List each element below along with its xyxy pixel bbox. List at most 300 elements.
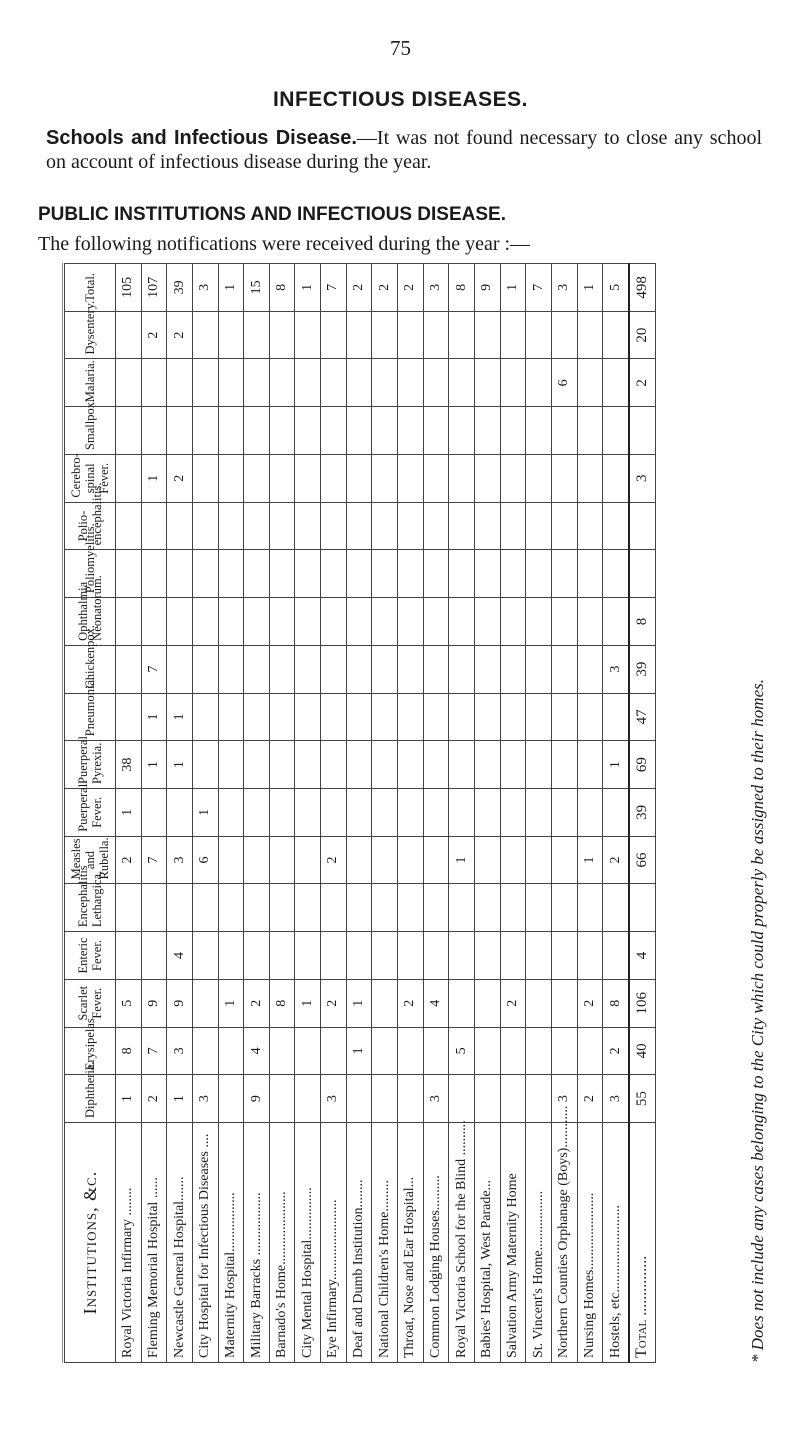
table-cell xyxy=(500,884,526,932)
table-row xyxy=(295,264,321,1363)
total-cell xyxy=(629,550,656,598)
table-cell xyxy=(526,645,552,693)
table-cell xyxy=(423,550,449,598)
table-cell xyxy=(346,454,372,502)
table-cell: 1 xyxy=(577,836,603,884)
table-cell: 9 xyxy=(167,979,193,1027)
table-cell xyxy=(474,359,500,407)
column-header: Enteric Fever. xyxy=(65,932,116,980)
table-cell: 38 xyxy=(116,741,142,789)
institution-name: City Mental Hospital............... xyxy=(295,1123,321,1363)
table-cell: 2 xyxy=(603,1027,629,1075)
table-cell: 5 xyxy=(449,1027,475,1075)
column-header: Measles and Rubella. xyxy=(65,836,116,884)
table-cell xyxy=(577,598,603,646)
total-cell: 20 xyxy=(629,311,656,359)
table-cell xyxy=(372,454,398,502)
table-cell xyxy=(526,932,552,980)
table-cell xyxy=(141,932,167,980)
table-row xyxy=(551,264,577,1363)
table-cell xyxy=(116,550,142,598)
table-row xyxy=(116,264,142,1363)
table-cell xyxy=(500,645,526,693)
table-cell xyxy=(295,598,321,646)
table-cell xyxy=(218,407,244,455)
table-cell xyxy=(346,693,372,741)
table-cell xyxy=(449,884,475,932)
table-cell xyxy=(449,598,475,646)
table-cell xyxy=(423,311,449,359)
column-header: Diphtheria. xyxy=(65,1075,116,1123)
table-cell xyxy=(321,884,347,932)
table-cell xyxy=(398,1027,424,1075)
table-cell xyxy=(474,741,500,789)
table-cell xyxy=(526,407,552,455)
table-row xyxy=(244,264,270,1363)
table-cell: 1 xyxy=(346,1027,372,1075)
table-cell xyxy=(192,1027,218,1075)
table-intro: The following notifications were received during the year :— xyxy=(38,233,531,255)
institution-name: Deaf and Dumb Institution........ xyxy=(346,1123,372,1363)
table-cell xyxy=(269,359,295,407)
table-cell xyxy=(474,836,500,884)
table-cell xyxy=(398,359,424,407)
table-cell xyxy=(577,693,603,741)
table-cell: 5 xyxy=(603,264,629,312)
table-cell xyxy=(500,1075,526,1123)
table-cell xyxy=(551,598,577,646)
table-cell xyxy=(269,693,295,741)
table-cell xyxy=(346,550,372,598)
table-cell xyxy=(192,502,218,550)
column-header: Polio-encephalitis. xyxy=(65,502,116,550)
table-cell xyxy=(449,407,475,455)
table-cell xyxy=(551,741,577,789)
table-cell xyxy=(116,645,142,693)
table-cell xyxy=(551,836,577,884)
table-cell xyxy=(295,1075,321,1123)
table-cell xyxy=(398,502,424,550)
table-cell xyxy=(500,502,526,550)
table-cell xyxy=(218,311,244,359)
institution-name: Hostels, etc......................... xyxy=(603,1123,629,1363)
table-cell xyxy=(526,550,552,598)
total-row xyxy=(629,264,656,1363)
table-cell xyxy=(192,741,218,789)
table-cell xyxy=(398,932,424,980)
table-cell xyxy=(449,979,475,1027)
institution-name: Babies' Hospital, West Parade... xyxy=(474,1123,500,1363)
table-cell: 1 xyxy=(577,264,603,312)
table-cell xyxy=(372,979,398,1027)
table-cell xyxy=(244,693,270,741)
table-cell xyxy=(372,502,398,550)
table-cell xyxy=(526,788,552,836)
table-cell xyxy=(167,788,193,836)
table-cell xyxy=(551,454,577,502)
institution-name: Salvation Army Maternity Home xyxy=(500,1123,526,1363)
table-cell xyxy=(423,741,449,789)
table-cell xyxy=(474,454,500,502)
table-cell xyxy=(192,645,218,693)
column-header: Pneumonia. xyxy=(65,693,116,741)
table-cell xyxy=(372,836,398,884)
table-cell xyxy=(500,932,526,980)
table-cell xyxy=(321,311,347,359)
table-cell: 3 xyxy=(603,645,629,693)
table-cell: 1 xyxy=(141,454,167,502)
schools-title: Schools and Infectious Disease. xyxy=(46,127,357,149)
table-cell: 1 xyxy=(167,1075,193,1123)
table-cell xyxy=(192,311,218,359)
total-cell xyxy=(629,502,656,550)
table-cell xyxy=(526,1027,552,1075)
table-cell: 3 xyxy=(423,1075,449,1123)
table-cell xyxy=(192,407,218,455)
footnote: * Does not include any cases belonging to the City which could properly be assigned to their homes. xyxy=(748,679,767,1363)
table-cell: 1 xyxy=(500,264,526,312)
table-cell xyxy=(321,550,347,598)
table-row xyxy=(577,264,603,1363)
notifications-table xyxy=(64,263,656,1363)
table-cell xyxy=(474,693,500,741)
table-cell xyxy=(500,407,526,455)
table-cell xyxy=(577,454,603,502)
table-cell xyxy=(218,788,244,836)
institution-name: Nursing Homes...................... xyxy=(577,1123,603,1363)
table-cell: 3 xyxy=(603,1075,629,1123)
table-cell xyxy=(218,1027,244,1075)
schools-paragraph xyxy=(46,126,762,174)
table-cell: 3 xyxy=(321,1075,347,1123)
table-cell xyxy=(449,502,475,550)
table-cell xyxy=(295,359,321,407)
table-cell xyxy=(218,454,244,502)
table-cell: 2 xyxy=(141,1075,167,1123)
table-cell xyxy=(474,311,500,359)
table-cell: 1 xyxy=(116,1075,142,1123)
table-cell xyxy=(474,502,500,550)
table-cell xyxy=(526,979,552,1027)
table-cell xyxy=(116,502,142,550)
institution-name: Common Lodging Houses.......... xyxy=(423,1123,449,1363)
table-cell: 2 xyxy=(398,979,424,1027)
table-cell xyxy=(346,884,372,932)
table-cell xyxy=(269,550,295,598)
table-cell xyxy=(398,407,424,455)
table-row xyxy=(474,264,500,1363)
table-cell xyxy=(167,502,193,550)
total-cell: 55 xyxy=(629,1075,656,1123)
table-cell xyxy=(295,311,321,359)
table-cell xyxy=(474,407,500,455)
table-cell xyxy=(167,645,193,693)
table-cell xyxy=(500,693,526,741)
table-cell xyxy=(141,550,167,598)
table-cell xyxy=(346,788,372,836)
table-cell xyxy=(372,359,398,407)
table-cell xyxy=(500,550,526,598)
institution-name: Royal Victoria Infirmary ........ xyxy=(116,1123,142,1363)
table-cell xyxy=(321,741,347,789)
table-cell xyxy=(269,1027,295,1075)
table-cell xyxy=(577,550,603,598)
table-cell xyxy=(526,359,552,407)
table-cell xyxy=(269,311,295,359)
table-cell xyxy=(167,884,193,932)
table-cell xyxy=(244,502,270,550)
table-cell xyxy=(218,502,244,550)
table-cell: 1 xyxy=(192,788,218,836)
table-cell xyxy=(449,454,475,502)
table-cell xyxy=(603,693,629,741)
table-cell: 3 xyxy=(551,1075,577,1123)
table-cell xyxy=(398,884,424,932)
column-header: Puerperal Fever. xyxy=(65,788,116,836)
table-cell: 2 xyxy=(577,1075,603,1123)
table-cell xyxy=(321,359,347,407)
table-cell xyxy=(423,836,449,884)
table-cell xyxy=(474,884,500,932)
table-row xyxy=(218,264,244,1363)
table-row xyxy=(500,264,526,1363)
table-cell xyxy=(449,932,475,980)
table-cell xyxy=(423,598,449,646)
table-cell xyxy=(167,359,193,407)
schools-text: —It was not found necessary to close any school on account of infectious disease during the year. xyxy=(46,127,762,173)
table-cell: 2 xyxy=(244,979,270,1027)
table-cell xyxy=(346,741,372,789)
table-cell xyxy=(141,359,167,407)
table-cell xyxy=(526,311,552,359)
table-cell xyxy=(269,598,295,646)
institution-name: St. Vincent's Home................. xyxy=(526,1123,552,1363)
table-cell xyxy=(244,741,270,789)
table-cell xyxy=(244,359,270,407)
table-cell: 3 xyxy=(167,836,193,884)
table-cell xyxy=(167,550,193,598)
table-cell xyxy=(577,788,603,836)
table-cell: 39 xyxy=(167,264,193,312)
table-cell: 1 xyxy=(449,836,475,884)
table-cell xyxy=(192,598,218,646)
table-cell xyxy=(577,884,603,932)
table-left-rule xyxy=(62,263,63,1363)
table-cell xyxy=(577,359,603,407)
table-row xyxy=(141,264,167,1363)
table-cell xyxy=(423,407,449,455)
table-cell: 2 xyxy=(167,311,193,359)
page-number: 75 xyxy=(390,36,411,60)
table-cell xyxy=(372,788,398,836)
public-institutions-heading: PUBLIC INSTITUTIONS AND INFECTIOUS DISEASE. xyxy=(38,204,506,225)
table-cell xyxy=(295,741,321,789)
table-cell xyxy=(449,550,475,598)
table-cell: 1 xyxy=(141,693,167,741)
table-cell xyxy=(526,693,552,741)
institution-name: Newcastle General Hospital....... xyxy=(167,1123,193,1363)
table-cell xyxy=(116,407,142,455)
table-cell xyxy=(295,407,321,455)
table-cell xyxy=(423,359,449,407)
table-cell xyxy=(423,788,449,836)
table-cell xyxy=(244,598,270,646)
table-cell: 2 xyxy=(500,979,526,1027)
table-cell xyxy=(244,788,270,836)
table-cell xyxy=(218,1075,244,1123)
table-cell xyxy=(577,741,603,789)
institution-name: National Children's Home......... xyxy=(372,1123,398,1363)
table-cell: 2 xyxy=(321,979,347,1027)
table-cell xyxy=(551,1027,577,1075)
table-cell xyxy=(269,932,295,980)
table-cell xyxy=(295,693,321,741)
table-cell: 9 xyxy=(141,979,167,1027)
table-cell xyxy=(295,836,321,884)
table-cell xyxy=(474,550,500,598)
table-cell xyxy=(551,788,577,836)
table-cell xyxy=(192,932,218,980)
table-cell xyxy=(321,407,347,455)
section-heading: INFECTIOUS DISEASES. xyxy=(272,88,529,111)
total-cell: 8 xyxy=(629,598,656,646)
table-cell xyxy=(500,788,526,836)
column-header: Erysipelas. xyxy=(65,1027,116,1075)
table-row xyxy=(192,264,218,1363)
table-cell: 1 xyxy=(141,741,167,789)
table-cell xyxy=(192,884,218,932)
table-cell xyxy=(218,645,244,693)
table-cell xyxy=(141,598,167,646)
table-cell: 2 xyxy=(346,264,372,312)
table-cell xyxy=(526,598,552,646)
table-cell: 7 xyxy=(141,1027,167,1075)
total-cell: 39 xyxy=(629,788,656,836)
table-cell xyxy=(269,741,295,789)
column-header: Malaria. xyxy=(65,359,116,407)
table-cell xyxy=(295,1027,321,1075)
table-cell: 2 xyxy=(603,836,629,884)
total-cell: 47 xyxy=(629,693,656,741)
table-row xyxy=(372,264,398,1363)
table-cell xyxy=(372,693,398,741)
table-cell xyxy=(474,645,500,693)
table-cell xyxy=(218,693,244,741)
table-cell xyxy=(577,645,603,693)
table-cell xyxy=(218,359,244,407)
column-header: Encephalitis Lethargica. xyxy=(65,884,116,932)
total-cell: 3 xyxy=(629,454,656,502)
table-cell xyxy=(449,359,475,407)
table-cell: 9 xyxy=(474,264,500,312)
table-cell: 8 xyxy=(269,979,295,1027)
column-header: Scarlet Fever. xyxy=(65,979,116,1027)
table-cell: 1 xyxy=(167,693,193,741)
table-cell xyxy=(577,1027,603,1075)
table-cell: 1 xyxy=(167,741,193,789)
table-cell xyxy=(526,884,552,932)
table-cell xyxy=(372,884,398,932)
table-cell xyxy=(372,1075,398,1123)
table-cell xyxy=(423,693,449,741)
table-cell xyxy=(321,1027,347,1075)
table-cell xyxy=(244,311,270,359)
table-cell xyxy=(141,884,167,932)
table-cell xyxy=(269,836,295,884)
table-cell xyxy=(500,454,526,502)
table-cell: 7 xyxy=(141,836,167,884)
table-cell xyxy=(269,645,295,693)
total-cell: 2 xyxy=(629,359,656,407)
table-cell xyxy=(603,407,629,455)
table-cell: 1 xyxy=(295,979,321,1027)
table-cell xyxy=(346,1075,372,1123)
table-cell xyxy=(398,598,424,646)
table-cell xyxy=(346,407,372,455)
table-cell xyxy=(116,693,142,741)
table-cell: 7 xyxy=(141,645,167,693)
table-cell xyxy=(346,645,372,693)
table-cell: 3 xyxy=(551,264,577,312)
total-cell: 39 xyxy=(629,645,656,693)
table-cell xyxy=(577,407,603,455)
table-cell: 9 xyxy=(244,1075,270,1123)
table-cell xyxy=(321,932,347,980)
total-cell: 40 xyxy=(629,1027,656,1075)
table-cell xyxy=(449,693,475,741)
table-cell xyxy=(449,645,475,693)
table-cell xyxy=(269,502,295,550)
table-cell xyxy=(398,693,424,741)
table-cell xyxy=(603,932,629,980)
column-header: Puerperal Pyrexia. xyxy=(65,741,116,789)
table-cell: 3 xyxy=(192,1075,218,1123)
table-cell xyxy=(423,645,449,693)
table-cell xyxy=(603,359,629,407)
institution-name: Maternity Hospital................. xyxy=(218,1123,244,1363)
table-cell xyxy=(295,454,321,502)
table-cell xyxy=(577,932,603,980)
table-cell: 7 xyxy=(321,264,347,312)
table-cell xyxy=(167,407,193,455)
table-cell xyxy=(116,884,142,932)
table-cell xyxy=(398,836,424,884)
table-cell xyxy=(500,359,526,407)
table-cell xyxy=(449,311,475,359)
institution-name: Fleming Memorial Hospital ...... xyxy=(141,1123,167,1363)
table-cell xyxy=(372,1027,398,1075)
table-cell xyxy=(526,502,552,550)
table-cell xyxy=(551,407,577,455)
notifications-table-region xyxy=(64,263,656,1363)
table-cell xyxy=(398,741,424,789)
column-header: Ophthalmia Neonatorum. xyxy=(65,598,116,646)
table-cell xyxy=(295,550,321,598)
table-cell: 2 xyxy=(116,836,142,884)
table-cell xyxy=(526,1075,552,1123)
table-cell xyxy=(244,645,270,693)
table-cell xyxy=(244,932,270,980)
table-cell xyxy=(244,454,270,502)
table-cell xyxy=(295,788,321,836)
table-cell: 8 xyxy=(269,264,295,312)
table-cell xyxy=(603,884,629,932)
table-cell xyxy=(551,645,577,693)
table-cell: 2 xyxy=(398,264,424,312)
table-cell xyxy=(474,932,500,980)
table-cell: 3 xyxy=(423,264,449,312)
column-header: Total. xyxy=(65,264,116,312)
